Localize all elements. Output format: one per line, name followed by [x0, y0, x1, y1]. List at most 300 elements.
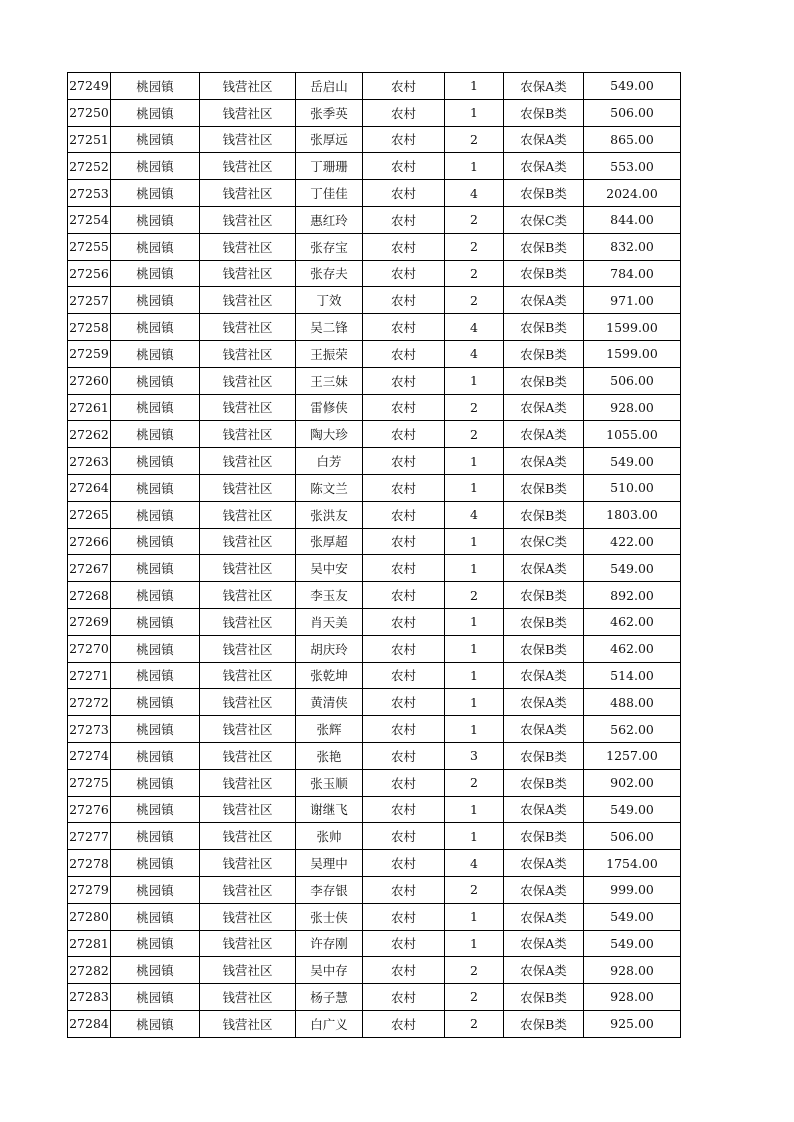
category-cell: 农保C类: [504, 528, 584, 555]
table-row: [68, 99, 681, 126]
amount-cell: 549.00: [584, 73, 681, 100]
town-cell: 桃园镇: [111, 260, 200, 287]
town-cell: 桃园镇: [111, 474, 200, 501]
table-row: [68, 823, 681, 850]
amount-cell: 902.00: [584, 769, 681, 796]
community-cell: 钱营社区: [200, 314, 296, 341]
amount-cell: 1803.00: [584, 501, 681, 528]
household-type-cell: 农村: [363, 528, 445, 555]
table-row: [68, 930, 681, 957]
person-count-cell: 1: [445, 73, 504, 100]
community-cell: 钱营社区: [200, 903, 296, 930]
table-row: [68, 957, 681, 984]
amount-cell: 488.00: [584, 689, 681, 716]
table-row: [68, 233, 681, 260]
table-row: [68, 662, 681, 689]
category-cell: 农保A类: [504, 555, 584, 582]
person-count-cell: 1: [445, 903, 504, 930]
table-row: [68, 984, 681, 1011]
community-cell: 钱营社区: [200, 180, 296, 207]
category-cell: 农保A类: [504, 126, 584, 153]
community-cell: 钱营社区: [200, 126, 296, 153]
category-cell: 农保A类: [504, 716, 584, 743]
town-cell: 桃园镇: [111, 126, 200, 153]
table-row: [68, 501, 681, 528]
table-row: [68, 287, 681, 314]
amount-cell: 422.00: [584, 528, 681, 555]
community-cell: 钱营社区: [200, 850, 296, 877]
category-cell: 农保B类: [504, 1010, 584, 1037]
town-cell: 桃园镇: [111, 903, 200, 930]
person-count-cell: 1: [445, 689, 504, 716]
category-cell: 农保B类: [504, 984, 584, 1011]
table-row: [68, 635, 681, 662]
community-cell: 钱营社区: [200, 635, 296, 662]
person-count-cell: 1: [445, 608, 504, 635]
amount-cell: 549.00: [584, 448, 681, 475]
person-count-cell: 4: [445, 180, 504, 207]
table-row: [68, 126, 681, 153]
name-cell: 李存银: [296, 876, 363, 903]
table-row: [68, 689, 681, 716]
category-cell: 农保B类: [504, 314, 584, 341]
category-cell: 农保A类: [504, 287, 584, 314]
person-count-cell: 2: [445, 1010, 504, 1037]
community-cell: 钱营社区: [200, 448, 296, 475]
person-count-cell: 1: [445, 823, 504, 850]
community-cell: 钱营社区: [200, 421, 296, 448]
table-row: [68, 850, 681, 877]
community-cell: 钱营社区: [200, 555, 296, 582]
household-type-cell: 农村: [363, 126, 445, 153]
record-id-cell: 27269: [68, 608, 111, 635]
record-id-cell: 27276: [68, 796, 111, 823]
name-cell: 张乾坤: [296, 662, 363, 689]
person-count-cell: 1: [445, 716, 504, 743]
name-cell: 惠红玲: [296, 206, 363, 233]
community-cell: 钱营社区: [200, 501, 296, 528]
town-cell: 桃园镇: [111, 314, 200, 341]
name-cell: 黄清侠: [296, 689, 363, 716]
name-cell: 张洪友: [296, 501, 363, 528]
name-cell: 白广义: [296, 1010, 363, 1037]
amount-cell: 925.00: [584, 1010, 681, 1037]
name-cell: 谢继飞: [296, 796, 363, 823]
category-cell: 农保B类: [504, 823, 584, 850]
person-count-cell: 1: [445, 635, 504, 662]
amount-cell: 514.00: [584, 662, 681, 689]
name-cell: 杨子慧: [296, 984, 363, 1011]
name-cell: 丁效: [296, 287, 363, 314]
community-cell: 钱营社区: [200, 823, 296, 850]
amount-cell: 971.00: [584, 287, 681, 314]
category-cell: 农保B类: [504, 742, 584, 769]
record-id-cell: 27250: [68, 99, 111, 126]
record-id-cell: 27252: [68, 153, 111, 180]
record-id-cell: 27249: [68, 73, 111, 100]
record-id-cell: 27258: [68, 314, 111, 341]
name-cell: 张季英: [296, 99, 363, 126]
household-type-cell: 农村: [363, 957, 445, 984]
category-cell: 农保A类: [504, 73, 584, 100]
record-id-cell: 27270: [68, 635, 111, 662]
household-type-cell: 农村: [363, 903, 445, 930]
person-count-cell: 2: [445, 233, 504, 260]
household-type-cell: 农村: [363, 823, 445, 850]
household-type-cell: 农村: [363, 448, 445, 475]
amount-cell: 784.00: [584, 260, 681, 287]
name-cell: 雷修侠: [296, 394, 363, 421]
name-cell: 张厚超: [296, 528, 363, 555]
community-cell: 钱营社区: [200, 233, 296, 260]
category-cell: 农保B类: [504, 635, 584, 662]
category-cell: 农保A类: [504, 903, 584, 930]
household-type-cell: 农村: [363, 99, 445, 126]
category-cell: 农保B类: [504, 260, 584, 287]
name-cell: 王振荣: [296, 340, 363, 367]
person-count-cell: 2: [445, 206, 504, 233]
amount-cell: 562.00: [584, 716, 681, 743]
town-cell: 桃园镇: [111, 957, 200, 984]
amount-cell: 2024.00: [584, 180, 681, 207]
category-cell: 农保B类: [504, 233, 584, 260]
person-count-cell: 1: [445, 99, 504, 126]
household-type-cell: 农村: [363, 501, 445, 528]
town-cell: 桃园镇: [111, 608, 200, 635]
record-id-cell: 27256: [68, 260, 111, 287]
name-cell: 陈文兰: [296, 474, 363, 501]
person-count-cell: 1: [445, 153, 504, 180]
town-cell: 桃园镇: [111, 742, 200, 769]
category-cell: 农保B类: [504, 474, 584, 501]
community-cell: 钱营社区: [200, 474, 296, 501]
person-count-cell: 1: [445, 555, 504, 582]
amount-cell: 1055.00: [584, 421, 681, 448]
name-cell: 张厚远: [296, 126, 363, 153]
category-cell: 农保A类: [504, 662, 584, 689]
record-id-cell: 27273: [68, 716, 111, 743]
amount-cell: 1257.00: [584, 742, 681, 769]
community-cell: 钱营社区: [200, 99, 296, 126]
name-cell: 张存夫: [296, 260, 363, 287]
person-count-cell: 2: [445, 421, 504, 448]
community-cell: 钱营社区: [200, 930, 296, 957]
record-id-cell: 27284: [68, 1010, 111, 1037]
person-count-cell: 1: [445, 474, 504, 501]
record-id-cell: 27263: [68, 448, 111, 475]
person-count-cell: 4: [445, 314, 504, 341]
amount-cell: 506.00: [584, 823, 681, 850]
household-type-cell: 农村: [363, 340, 445, 367]
community-cell: 钱营社区: [200, 367, 296, 394]
community-cell: 钱营社区: [200, 73, 296, 100]
town-cell: 桃园镇: [111, 769, 200, 796]
table-row: [68, 769, 681, 796]
amount-cell: 549.00: [584, 930, 681, 957]
town-cell: 桃园镇: [111, 233, 200, 260]
person-count-cell: 2: [445, 957, 504, 984]
town-cell: 桃园镇: [111, 716, 200, 743]
record-id-cell: 27267: [68, 555, 111, 582]
category-cell: 农保A类: [504, 689, 584, 716]
town-cell: 桃园镇: [111, 206, 200, 233]
community-cell: 钱营社区: [200, 153, 296, 180]
household-type-cell: 农村: [363, 180, 445, 207]
household-type-cell: 农村: [363, 367, 445, 394]
community-cell: 钱营社区: [200, 394, 296, 421]
town-cell: 桃园镇: [111, 689, 200, 716]
household-type-cell: 农村: [363, 233, 445, 260]
amount-cell: 549.00: [584, 903, 681, 930]
person-count-cell: 1: [445, 528, 504, 555]
name-cell: 张艳: [296, 742, 363, 769]
record-id-cell: 27275: [68, 769, 111, 796]
category-cell: 农保A类: [504, 957, 584, 984]
record-id-cell: 27272: [68, 689, 111, 716]
record-id-cell: 27274: [68, 742, 111, 769]
person-count-cell: 1: [445, 930, 504, 957]
person-count-cell: 2: [445, 582, 504, 609]
record-id-cell: 27257: [68, 287, 111, 314]
household-type-cell: 农村: [363, 73, 445, 100]
record-id-cell: 27251: [68, 126, 111, 153]
community-cell: 钱营社区: [200, 716, 296, 743]
table-row: [68, 367, 681, 394]
record-id-cell: 27278: [68, 850, 111, 877]
person-count-cell: 4: [445, 340, 504, 367]
category-cell: 农保A类: [504, 153, 584, 180]
name-cell: 吴中存: [296, 957, 363, 984]
town-cell: 桃园镇: [111, 180, 200, 207]
household-type-cell: 农村: [363, 662, 445, 689]
town-cell: 桃园镇: [111, 394, 200, 421]
name-cell: 张帅: [296, 823, 363, 850]
town-cell: 桃园镇: [111, 876, 200, 903]
record-id-cell: 27280: [68, 903, 111, 930]
household-type-cell: 农村: [363, 876, 445, 903]
table-row: [68, 582, 681, 609]
person-count-cell: 1: [445, 367, 504, 394]
town-cell: 桃园镇: [111, 662, 200, 689]
record-id-cell: 27255: [68, 233, 111, 260]
town-cell: 桃园镇: [111, 984, 200, 1011]
town-cell: 桃园镇: [111, 528, 200, 555]
name-cell: 张存宝: [296, 233, 363, 260]
category-cell: 农保A类: [504, 421, 584, 448]
name-cell: 白芳: [296, 448, 363, 475]
table-row: [68, 260, 681, 287]
table-row: [68, 206, 681, 233]
community-cell: 钱营社区: [200, 340, 296, 367]
table-row: [68, 903, 681, 930]
person-count-cell: 1: [445, 448, 504, 475]
amount-cell: 549.00: [584, 555, 681, 582]
household-type-cell: 农村: [363, 474, 445, 501]
amount-cell: 832.00: [584, 233, 681, 260]
household-type-cell: 农村: [363, 716, 445, 743]
category-cell: 农保A类: [504, 876, 584, 903]
category-cell: 农保B类: [504, 582, 584, 609]
household-type-cell: 农村: [363, 555, 445, 582]
table-row: [68, 608, 681, 635]
amount-cell: 510.00: [584, 474, 681, 501]
community-cell: 钱营社区: [200, 260, 296, 287]
town-cell: 桃园镇: [111, 796, 200, 823]
person-count-cell: 4: [445, 501, 504, 528]
household-type-cell: 农村: [363, 742, 445, 769]
amount-cell: 892.00: [584, 582, 681, 609]
household-type-cell: 农村: [363, 582, 445, 609]
amount-cell: 1599.00: [584, 340, 681, 367]
category-cell: 农保A类: [504, 394, 584, 421]
amount-cell: 999.00: [584, 876, 681, 903]
household-type-cell: 农村: [363, 287, 445, 314]
table-row: [68, 73, 681, 100]
record-id-cell: 27282: [68, 957, 111, 984]
category-cell: 农保B类: [504, 769, 584, 796]
community-cell: 钱营社区: [200, 742, 296, 769]
household-type-cell: 农村: [363, 984, 445, 1011]
amount-cell: 1754.00: [584, 850, 681, 877]
town-cell: 桃园镇: [111, 823, 200, 850]
community-cell: 钱营社区: [200, 1010, 296, 1037]
table-row: [68, 340, 681, 367]
town-cell: 桃园镇: [111, 421, 200, 448]
community-cell: 钱营社区: [200, 582, 296, 609]
table-row: [68, 716, 681, 743]
table-row: [68, 1010, 681, 1037]
amount-cell: 1599.00: [584, 314, 681, 341]
table-row: [68, 314, 681, 341]
household-type-cell: 农村: [363, 796, 445, 823]
community-cell: 钱营社区: [200, 608, 296, 635]
household-type-cell: 农村: [363, 421, 445, 448]
name-cell: 吴中安: [296, 555, 363, 582]
community-cell: 钱营社区: [200, 689, 296, 716]
category-cell: 农保B类: [504, 367, 584, 394]
household-type-cell: 农村: [363, 635, 445, 662]
community-cell: 钱营社区: [200, 984, 296, 1011]
household-type-cell: 农村: [363, 769, 445, 796]
name-cell: 张玉顺: [296, 769, 363, 796]
record-id-cell: 27283: [68, 984, 111, 1011]
amount-cell: 928.00: [584, 957, 681, 984]
record-id-cell: 27271: [68, 662, 111, 689]
table-row: [68, 474, 681, 501]
community-cell: 钱营社区: [200, 287, 296, 314]
category-cell: 农保B类: [504, 501, 584, 528]
community-cell: 钱营社区: [200, 796, 296, 823]
person-count-cell: 2: [445, 769, 504, 796]
records-table: [67, 72, 681, 1038]
town-cell: 桃园镇: [111, 555, 200, 582]
record-id-cell: 27261: [68, 394, 111, 421]
town-cell: 桃园镇: [111, 73, 200, 100]
table-row: [68, 555, 681, 582]
record-id-cell: 27264: [68, 474, 111, 501]
amount-cell: 865.00: [584, 126, 681, 153]
amount-cell: 506.00: [584, 367, 681, 394]
amount-cell: 928.00: [584, 394, 681, 421]
amount-cell: 462.00: [584, 608, 681, 635]
town-cell: 桃园镇: [111, 635, 200, 662]
name-cell: 吴理中: [296, 850, 363, 877]
category-cell: 农保A类: [504, 850, 584, 877]
town-cell: 桃园镇: [111, 1010, 200, 1037]
record-id-cell: 27253: [68, 180, 111, 207]
record-id-cell: 27266: [68, 528, 111, 555]
category-cell: 农保B类: [504, 180, 584, 207]
category-cell: 农保C类: [504, 206, 584, 233]
amount-cell: 553.00: [584, 153, 681, 180]
name-cell: 岳启山: [296, 73, 363, 100]
record-id-cell: 27265: [68, 501, 111, 528]
person-count-cell: 4: [445, 850, 504, 877]
person-count-cell: 2: [445, 394, 504, 421]
community-cell: 钱营社区: [200, 206, 296, 233]
name-cell: 肖天美: [296, 608, 363, 635]
record-id-cell: 27268: [68, 582, 111, 609]
table-row: [68, 394, 681, 421]
name-cell: 王三妹: [296, 367, 363, 394]
name-cell: 丁佳佳: [296, 180, 363, 207]
category-cell: 农保B类: [504, 99, 584, 126]
household-type-cell: 农村: [363, 153, 445, 180]
table-row: [68, 528, 681, 555]
record-id-cell: 27262: [68, 421, 111, 448]
record-id-cell: 27277: [68, 823, 111, 850]
amount-cell: 549.00: [584, 796, 681, 823]
person-count-cell: 2: [445, 287, 504, 314]
amount-cell: 928.00: [584, 984, 681, 1011]
amount-cell: 462.00: [584, 635, 681, 662]
name-cell: 张士侠: [296, 903, 363, 930]
name-cell: 张辉: [296, 716, 363, 743]
community-cell: 钱营社区: [200, 769, 296, 796]
table-row: [68, 180, 681, 207]
town-cell: 桃园镇: [111, 287, 200, 314]
household-type-cell: 农村: [363, 930, 445, 957]
town-cell: 桃园镇: [111, 930, 200, 957]
person-count-cell: 2: [445, 126, 504, 153]
record-id-cell: 27259: [68, 340, 111, 367]
person-count-cell: 1: [445, 796, 504, 823]
record-id-cell: 27254: [68, 206, 111, 233]
category-cell: 农保B类: [504, 340, 584, 367]
name-cell: 吴二锋: [296, 314, 363, 341]
household-type-cell: 农村: [363, 689, 445, 716]
table-row: [68, 796, 681, 823]
person-count-cell: 2: [445, 984, 504, 1011]
community-cell: 钱营社区: [200, 957, 296, 984]
town-cell: 桃园镇: [111, 448, 200, 475]
household-type-cell: 农村: [363, 850, 445, 877]
table-row: [68, 421, 681, 448]
table-row: [68, 153, 681, 180]
name-cell: 许存刚: [296, 930, 363, 957]
record-id-cell: 27281: [68, 930, 111, 957]
amount-cell: 506.00: [584, 99, 681, 126]
table-row: [68, 876, 681, 903]
household-type-cell: 农村: [363, 206, 445, 233]
household-type-cell: 农村: [363, 394, 445, 421]
record-id-cell: 27279: [68, 876, 111, 903]
town-cell: 桃园镇: [111, 153, 200, 180]
records-body: [68, 73, 681, 1038]
town-cell: 桃园镇: [111, 850, 200, 877]
name-cell: 丁珊珊: [296, 153, 363, 180]
town-cell: 桃园镇: [111, 501, 200, 528]
